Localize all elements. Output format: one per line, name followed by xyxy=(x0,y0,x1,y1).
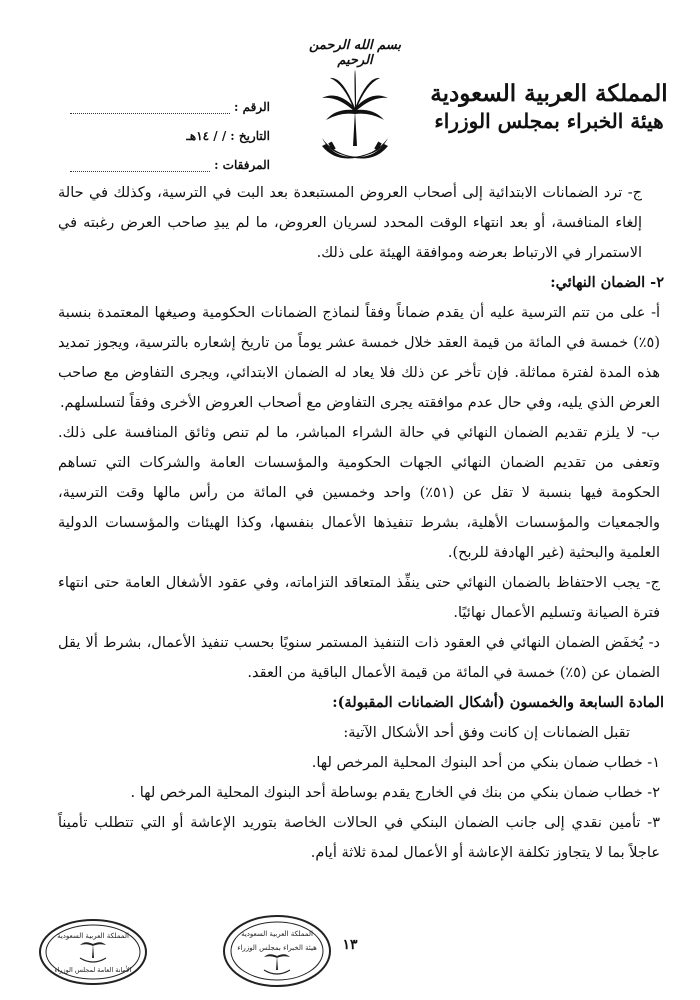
palm-and-swords-emblem-icon xyxy=(318,68,392,168)
guarantee-form-2: ٢- خطاب ضمان بنكي من بنك في الخارج يقدم بوساطة أحد البنوك المحلية المرخص لها . xyxy=(130,785,660,801)
attachments-row xyxy=(70,143,270,172)
clause-d-final-guarantee: د- يُخفَض الضمان النهائي في العقود ذات التنفيذ المستمر سنويًا بحسب تنفيذ الأعمال، بشرط ألا يقل الضمان عن (٥٪) خمسة في المائة من قيمة الأعمال الباقية من العقد. xyxy=(58,635,660,681)
reference-row xyxy=(70,85,270,114)
reference-field xyxy=(70,103,230,114)
official-seal-general-secretariat xyxy=(38,918,148,986)
government-header xyxy=(424,80,674,134)
clause-c-initial-guarantee: ج- ترد الضمانات الابتدائية إلى أصحاب العروض المستبعدة بعد البت في الترسية، وكذلك في حالة إلغاء المنافسة، أو بعد انتهاء الوقت المحدد لسريان العروض، ما لم يبدِ صاحب العرض رغبته في الاستمرار في الارتباط بعرضه وموافقة الهيئة على ذلك. xyxy=(58,185,642,261)
page-number: ١٣ xyxy=(342,937,358,953)
date-row xyxy=(70,114,270,143)
article-57-heading: المادة السابعة والخمسون (أشكال الضمانات المقبولة): xyxy=(332,694,664,711)
document-meta xyxy=(70,85,270,172)
document-body xyxy=(58,178,664,868)
seal-mid-bottom-text: هيئة الخبراء بمجلس الوزراء xyxy=(237,944,317,952)
date-value: / / ١٤هـ xyxy=(186,129,227,143)
official-seal-experts-commission xyxy=(222,914,332,988)
clause-c-final-guarantee: ج- يجب الاحتفاظ بالضمان النهائي حتى ينفِّذ المتعاقد التزاماته، وفي عقود الأشغال العامة حتى انتهاء فترة الصيانة وتسليم الأعمال نهائيًا. xyxy=(58,575,660,621)
seal-left-bottom-text: الأمانة العامة لمجلس الوزراء xyxy=(54,966,132,974)
guarantee-form-1: ١- خطاب ضمان بنكي من أحد البنوك المحلية المرخص لها. xyxy=(311,755,660,771)
section-heading-final-guarantee: ٢- الضمان النهائي: xyxy=(550,274,664,291)
attachments-field xyxy=(70,161,210,172)
clause-b-final-guarantee: ب- لا يلزم تقديم الضمان النهائي في حالة الشراء المباشر، ما لم تنص وثائق المنافسة على ذلك. وتعفى من تقديم الضمان النهائي الجهات الحكومية والمؤسسات العامة والشركات التي تساهم الحكومة فيها بنسبة لا تقل عن (٥١٪) واحد وخمسين في المائة من رأس مالها وقت الترسية، والجمعيات والمؤسسات الأهلية، بشرط تنفيذها الأعمال بنفسها، وكذا الهيئات والمؤسسات الدولية العلمية والبحثية (غير الهادفة للربح). xyxy=(58,425,660,561)
authority-name: هيئة الخبراء بمجلس الوزراء xyxy=(434,108,664,133)
date-label: التاريخ : xyxy=(230,129,270,143)
reference-label: الرقم : xyxy=(234,100,270,114)
basmala: بسم الله الرحمن الرحيم xyxy=(309,38,401,68)
attachments-label: المرفقات : xyxy=(214,158,270,172)
guarantee-form-3: ٣- تأمين نقدي إلى جانب الضمان البنكي في الحالات الخاصة بتوريد الإعاشة أو التي تتطلب تأميناً عاجلاً بما لا يتجاوز تكلفة الإعاشة أو الأعمال لمدة ثلاثة أيام. xyxy=(58,815,660,861)
seal-mid-top-text: المملكة العربية السعودية xyxy=(241,930,313,938)
seal-left-top-text: المملكة العربية السعودية xyxy=(57,932,129,940)
article-57-intro: تقبل الضمانات إن كانت وفق أحد الأشكال الآتية: xyxy=(343,725,630,741)
kingdom-name: المملكة العربية السعودية xyxy=(430,80,668,107)
clause-a-final-guarantee: أ- على من تتم الترسية عليه أن يقدم ضماناً وفقاً لنماذج الضمانات الحكومية وصيغها المعتمدة بنسبة (٥٪) خمسة في المائة من قيمة العقد خلال خمسة عشر يوماً من تاريخ إشعاره بالترسية، ويجوز تمديد هذه المدة لفترة مماثلة. فإن تأخر عن ذلك فلا يعاد له الضمان الابتدائي، ويجرى التفاوض مع صاحب العرض الذي يليه، وفي حال عدم موافقته يجرى التفاوض مع أصحاب العروض الأخرى وفقاً لتسلسلهم. xyxy=(58,305,660,411)
